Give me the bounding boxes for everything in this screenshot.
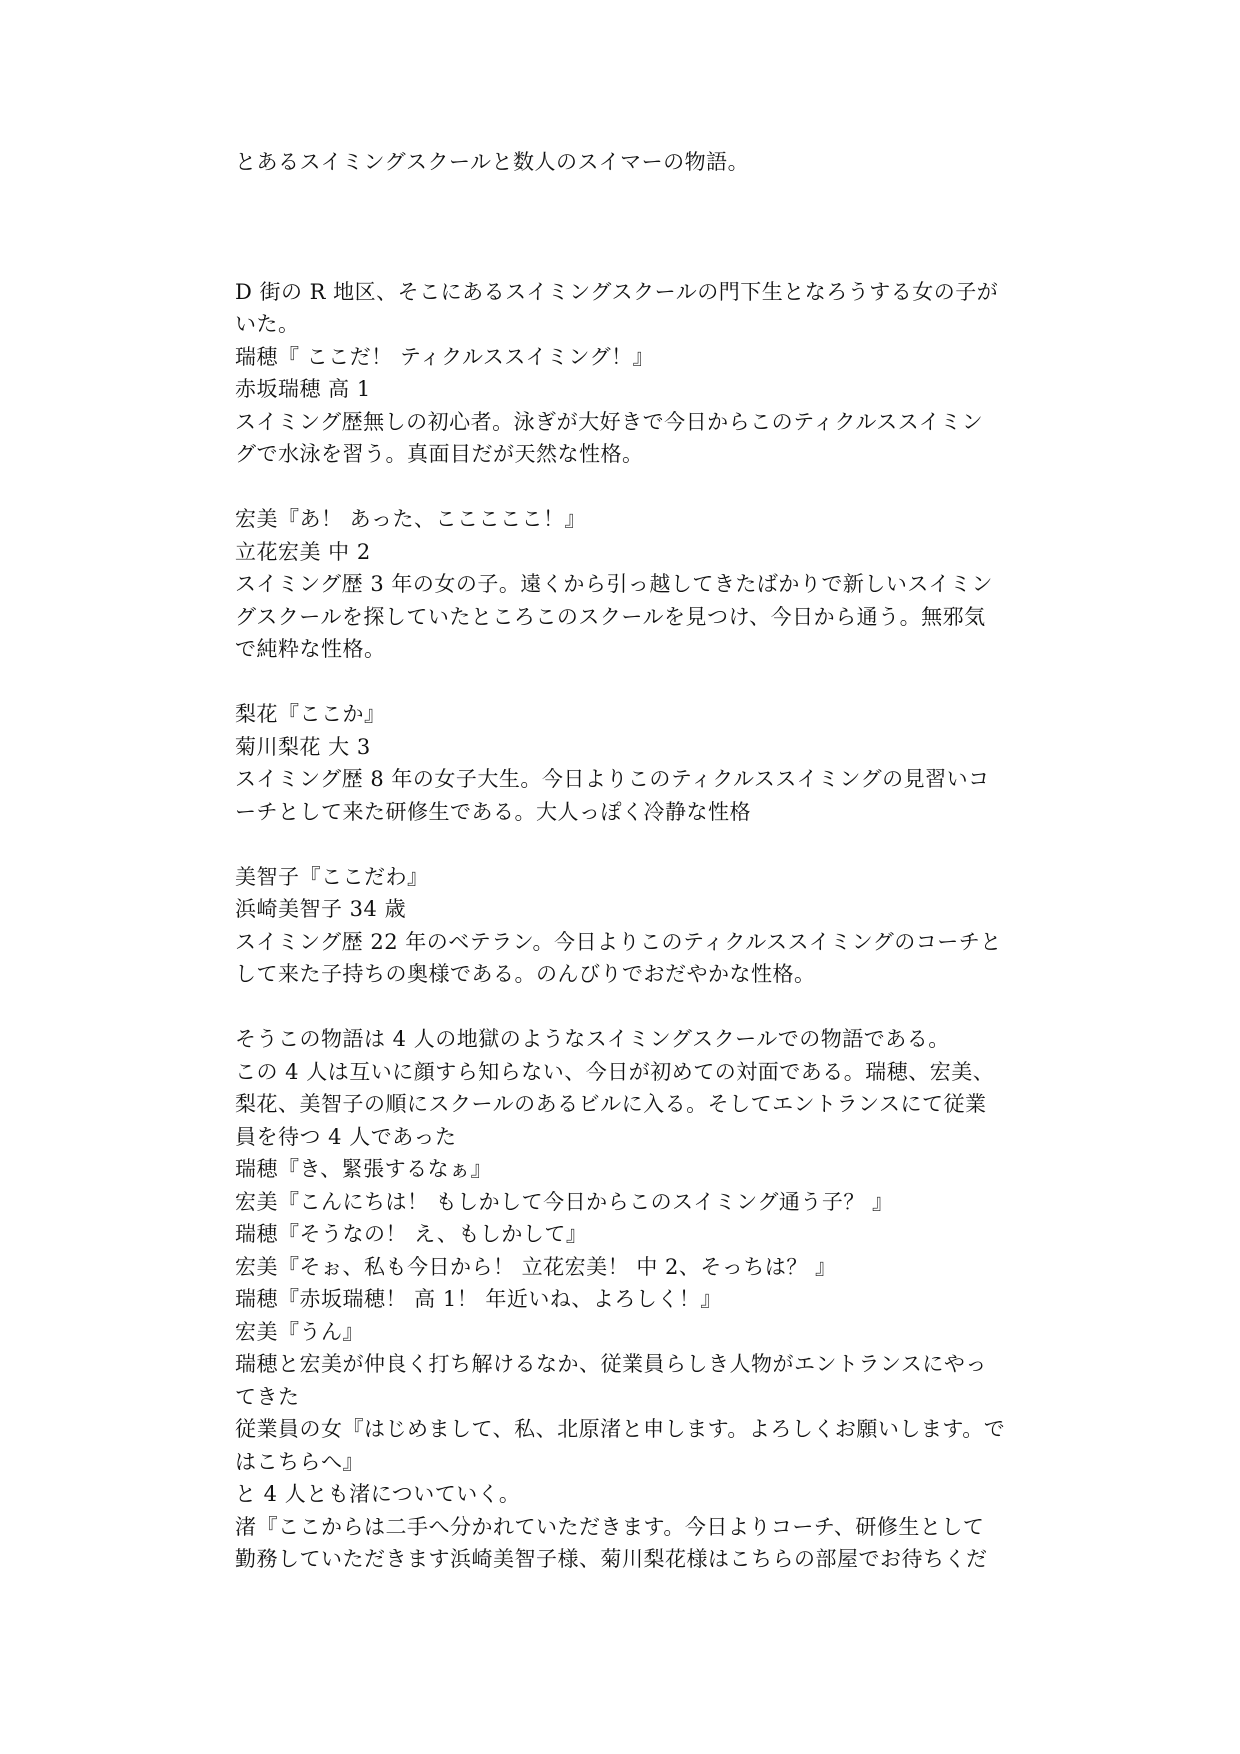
text-line: 勤務していただきます浜崎美智子様、菊川梨花様はこちらの部屋でお待ちくだ [235, 1547, 988, 1571]
document-body [235, 146, 1015, 1576]
text-line: 宏美『そぉ、私も今日から！ 立花宏美！ 中 2、そっちは？ 』 [235, 1254, 837, 1279]
text-line: 菊川梨花 大 3 [235, 734, 371, 759]
text-line: 梨花、美智子の順にスクールのあるビルに入る。そしてエントランスにて従業 [235, 1092, 987, 1116]
intro-line: とあるスイミングスクールと数人のスイマーの物語。 [235, 150, 750, 174]
text-line: 瑞穂『 ここだ！ ティクルススイミング！』 [235, 344, 655, 369]
text-line: 瑞穂『そうなの！ え、もしかして』 [235, 1222, 588, 1246]
text-line: この 4 人は互いに顔すら知らない、今日が初めての対面である。瑞穂、宏美、 [235, 1059, 995, 1084]
text-line: 瑞穂と宏美が仲良く打ち解けるなか、従業員らしき人物がエントランスにやっ [235, 1352, 987, 1376]
text-line: はこちらへ』 [235, 1449, 364, 1474]
text-line: 瑞穂『赤坂瑞穂！ 高 1！ 年近いね、よろしく！』 [235, 1287, 722, 1311]
paragraph-gap [235, 471, 1015, 504]
text-line: グスクールを探していたところこのスクールを見つけ、今日から通う。無邪気 [235, 604, 986, 629]
text-line: 梨花『ここか』 [235, 702, 386, 726]
text-line: スイミング歴 22 年のベテラン。今日よりこのティクルススイミングのコーチと [235, 929, 1002, 954]
paragraph-gap [235, 828, 1015, 861]
paragraph-gap [235, 666, 1015, 699]
text-line: と 4 人とも渚についていく。 [235, 1482, 521, 1506]
text-line: 宏美『うん』 [235, 1319, 364, 1344]
text-line: D 街の R 地区、そこにあるスイミングスクールの門下生となろうする女の子が [235, 279, 999, 304]
text-line: 渚『ここからは二手へ分かれていただきます。今日よりコーチ、研修生として [235, 1514, 985, 1539]
text-line: スイミング歴 3 年の女の子。遠くから引っ越してきたばかりで新しいスイミン [235, 572, 993, 596]
text-line: 瑞穂『き、緊張するなぁ』 [235, 1157, 493, 1181]
text-line: そうこの物語は 4 人の地獄のようなスイミングスクールでの物語である。 [235, 1027, 950, 1051]
text-line: 宏美『あ！ あった、こここここ！』 [235, 507, 586, 531]
paragraph-gap [235, 991, 1015, 1024]
text-line: スイミング歴 8 年の女子大生。今日よりこのティクルススイミングの見習いコ [235, 767, 990, 791]
text-line: 従業員の女『はじめまして、私、北原渚と申します。よろしくお願いします。で [235, 1417, 1006, 1441]
text-line: てきた [235, 1384, 300, 1409]
spacer [235, 179, 1015, 276]
text-line: スイミング歴無しの初心者。泳ぎが大好きで今日からこのティクルススイミン [235, 409, 984, 434]
text-line: 赤坂瑞穂 高 1 [235, 377, 371, 401]
text-line: 員を待つ 4 人であった [235, 1124, 457, 1149]
text-line: 浜崎美智子 34 歳 [235, 897, 407, 921]
text-line: して来た子持ちの奥様である。のんびりでおだやかな性格。 [235, 962, 816, 986]
text-line: 美智子『ここだわ』 [235, 864, 429, 889]
text-line: グで水泳を習う。真面目だが天然な性格。 [235, 442, 644, 466]
text-line: ーチとして来た研修生である。大人っぽく冷静な性格 [235, 799, 751, 824]
text-line: いた。 [235, 312, 300, 336]
text-line: で純粋な性格。 [235, 637, 386, 661]
text-line: 宏美『こんにちは！ もしかして今日からこのスイミング通う子？ 』 [235, 1189, 894, 1214]
text-line: 立花宏美 中 2 [235, 539, 371, 564]
